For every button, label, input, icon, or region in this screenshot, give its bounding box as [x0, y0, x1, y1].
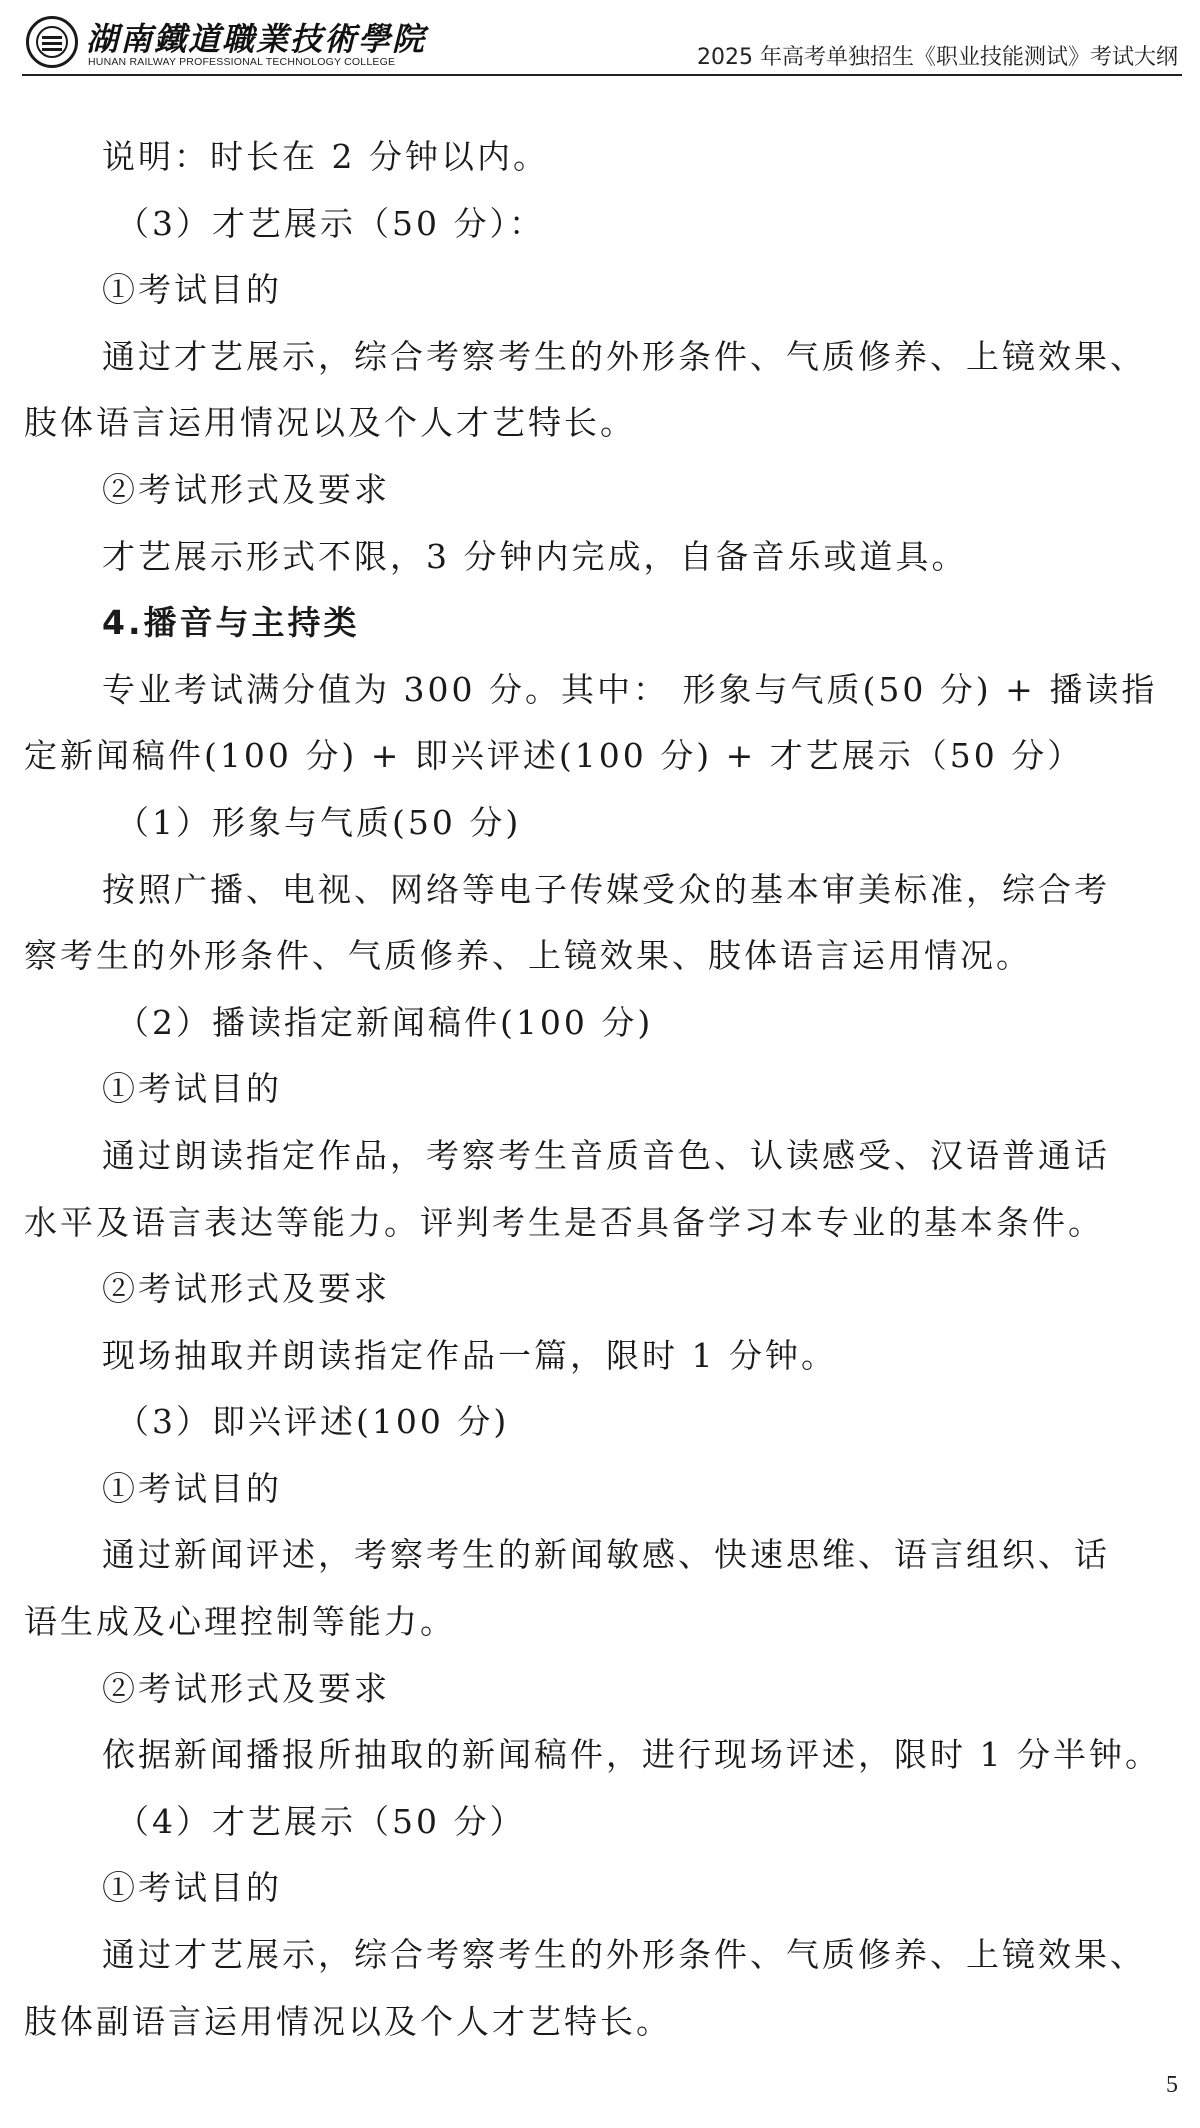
section-heading: 4.播音与主持类 — [102, 603, 360, 643]
page-body — [24, 124, 1176, 2055]
item-heading: ②考试形式及要求 — [102, 1668, 390, 1708]
section-subheading: （2）播读指定新闻稿件(100 分) — [116, 1002, 654, 1042]
school-name-en: HUNAN RAILWAY PROFESSIONAL TECHNOLOGY COLLEGE — [88, 56, 396, 68]
paragraph-line: 肢体副语言运用情况以及个人才艺特长。 — [24, 2001, 672, 2041]
section-subheading: （1）形象与气质(50 分) — [116, 802, 522, 842]
item-heading: ①考试目的 — [102, 1069, 282, 1109]
paragraph-line: 察考生的外形条件、气质修养、上镜效果、肢体语言运用情况。 — [24, 936, 1032, 976]
section-subheading: （3）即兴评述(100 分) — [116, 1402, 510, 1442]
item-heading: ①考试目的 — [102, 1868, 282, 1908]
paragraph-line: 依据新闻播报所抽取的新闻稿件，进行现场评述，限时 1 分半钟。 — [102, 1735, 1161, 1775]
school-name-cn: 湖南鐵道職業技術學院 — [86, 20, 427, 58]
paragraph-line: 专业考试满分值为 300 分。其中： 形象与气质(50 分) + 播读指 — [102, 669, 1158, 709]
paragraph-line: 定新闻稿件(100 分) + 即兴评述(100 分) + 才艺展示（50 分） — [24, 736, 1084, 776]
paragraph-line: 按照广播、电视、网络等电子传媒受众的基本审美标准，综合考 — [102, 869, 1110, 909]
item-heading: ①考试目的 — [102, 270, 282, 310]
item-heading: ①考试目的 — [102, 1468, 282, 1508]
paragraph-line: 通过新闻评述，考察考生的新闻敏感、快速思维、语言组织、话 — [102, 1535, 1110, 1575]
document-title: 2025 年高考单独招生《职业技能测试》考试大纲 — [697, 45, 1178, 70]
item-heading: ②考试形式及要求 — [102, 469, 390, 509]
section-subheading: （4）才艺展示（50 分） — [116, 1801, 526, 1841]
paragraph-line: 水平及语言表达等能力。评判考生是否具备学习本专业的基本条件。 — [24, 1202, 1104, 1242]
paragraph-line: 现场抽取并朗读指定作品一篇，限时 1 分钟。 — [102, 1335, 837, 1375]
item-heading: ②考试形式及要求 — [102, 1269, 390, 1309]
paragraph-line: 通过朗读指定作品，考察考生音质音色、认读感受、汉语普通话 — [102, 1135, 1110, 1175]
paragraph-line: 肢体语言运用情况以及个人才艺特长。 — [24, 403, 636, 443]
paragraph-line: 通过才艺展示，综合考察考生的外形条件、气质修养、上镜效果、 — [102, 1935, 1146, 1975]
paragraph-line: 语生成及心理控制等能力。 — [24, 1602, 456, 1642]
school-logo-icon — [26, 16, 78, 68]
page-header — [22, 10, 1182, 76]
paragraph-line: 通过才艺展示，综合考察考生的外形条件、气质修养、上镜效果、 — [102, 336, 1146, 376]
section-subheading: （3）才艺展示（50 分）： — [116, 203, 545, 243]
paragraph-line: 才艺展示形式不限，3 分钟内完成，自备音乐或道具。 — [102, 536, 968, 576]
page-number: 5 — [1166, 2072, 1178, 2098]
paragraph-line: 说明：时长在 2 分钟以内。 — [102, 137, 549, 176]
